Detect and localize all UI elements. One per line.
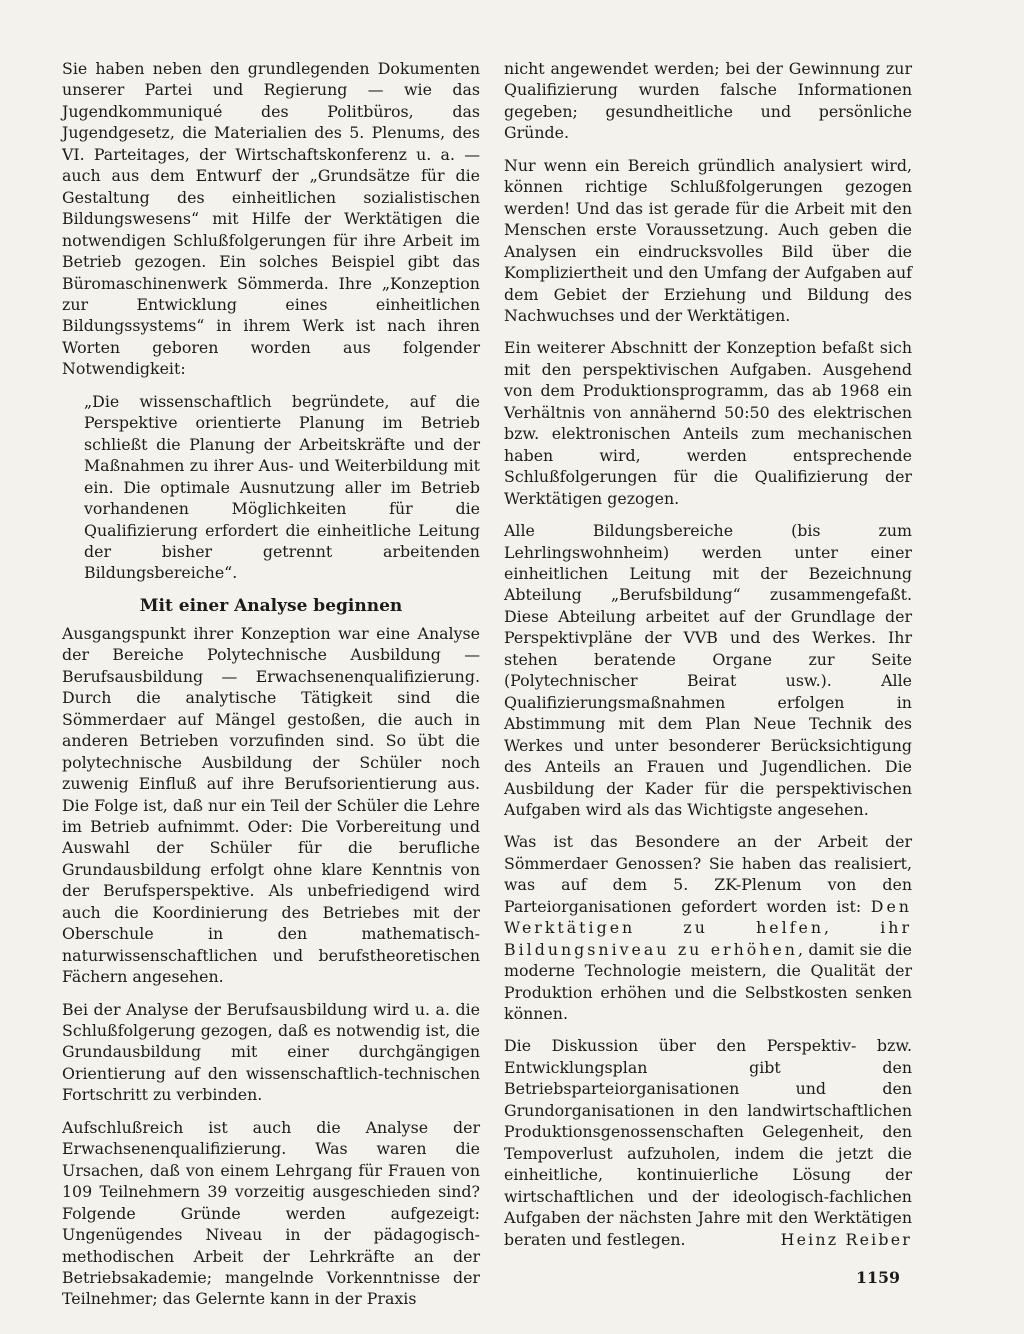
right-column [504, 58, 912, 1250]
paragraph-perspektive: Ein weiterer Abschnitt der Konzeption befaßt sich mit den perspektivischen Aufgaben. Ausgehend von dem Produktionsprogramm, das ab 1968 ein Verhältnis von annähernd 50:50 des elektrischen bzw. elektronischen Anteils zum mechanischen haben wird, werden entsprechende Schlußfolgerungen für die Qualifizierung der Werktätigen gezogen. [504, 338, 912, 508]
block-quote: „Die wissenschaftlich begründete, auf die Perspektive orientierte Planung im Betrieb schließt die Planung der Arbeitskräfte und der Maßnahmen zu ihrer Aus- und Weiterbildung mit ein. Die optimale Ausnutzung aller im Betrieb vorhandenen Möglichkeiten für die Qualifizierung erfordert die einheitliche Leitung der bisher getrennt arbeitenden Bildungsbereiche“. [84, 391, 480, 583]
paragraph-besondere-end: , damit sie die moderne Technologie meistern, die Qualität der Produktion erhöhen und die Selbstkosten senken können. [504, 939, 913, 1024]
paragraph-besondere [504, 831, 912, 1024]
paragraph-berufsausbildung: Bei der Analyse der Berufsausbildung wird u. a. die Schlußfolgerung gezogen, daß es notwendig ist, die Grundausbildung mit einer durchgängigen Orientierung auf den wissenschaftlich-technischen Fortschritt zu verbinden. [62, 999, 480, 1105]
paragraph-erwachsenenqualifizierung: Aufschlußreich ist auch die Analyse der Erwachsenenqualifizierung. Was waren die Ursachen, daß von einem Lehrgang für Frauen von 109 Teilnehmern 39 vorzeitig ausgeschieden sind? Folgende Gründe werden aufgezeigt: Ungenügendes Niveau in der pädagogisch-methodischen Arbeit der Lehrkräfte an der Betriebsakademie; mangelnde Vorkenntnisse der Teilnehmer; das Gelernte kann in der Praxis [62, 1117, 480, 1309]
author-signature: Heinz Reiber [780, 1229, 912, 1249]
paragraph-diskussion-text: Die Diskussion über den Perspektiv- bzw. Entwicklungsplan gibt den Betriebsparteiorganisationen und den Grundorganisationen in den landwirtschaftlichen Produktionsgenossenschaften Gelegenheit, den Tempoverlust aufzuholen, indem die jetzt die einheitliche, kontinuierliche Lösung der wirtschaftlichen und der ideologisch-fachlichen Aufgaben der nächsten Jahre mit den Werktätigen beraten und festlegen. [504, 1036, 912, 1249]
paragraph-analysis: Ausgangspunkt ihrer Konzeption war eine Analyse der Bereiche Polytechnische Ausbildung — Berufsausbildung — Erwachsenenqualifizierung. Durch die analytische Tätigkeit sind die Sömmerdaer auf Mängel gestoßen, die auch in anderen Betrieben vorzufinden sind. So übt die polytechnische Ausbildung der Schüler noch zuwenig Einfluß auf ihre Berufsorientierung aus. Die Folge ist, daß nur ein Teil der Schüler die Lehre im Betrieb aufnimmt. Oder: Die Vorbereitung und Auswahl der Schüler für die berufliche Grundausbildung erfolgt ohne klare Kenntnis von der Berufsperspektive. Als unbefriedigend wird auch die Koordinierung des Betriebes mit der Oberschule in den mathematisch-naturwissenschaftlichen und berufstheoretischen Fächern angesehen. [62, 623, 480, 987]
emphasized-text: Den Werktätigen zu helfen, ihr Bildungsniveau zu erhöhen [504, 896, 912, 959]
left-column [62, 58, 480, 1310]
paragraph-continuation: nicht angewendet werden; bei der Gewinnung zur Qualifizierung wurden falsche Informationen gegeben; gesundheitliche und persönliche Gründe. [504, 59, 912, 143]
paragraph-intro: Sie haben neben den grundlegenden Dokumenten unserer Partei und Regierung — wie das Jugendkommuniqué des Politbüros, das Jugendgesetz, die Materialien des 5. Plenums, des VI. Parteitages, der Wirtschaftskonferenz u. a. — auch aus dem Entwurf der „Grundsätze für die Gestaltung des einheitlichen sozialistischen Bildungswesens“ mit Hilfe der Werktätigen die notwendigen Schlußfolgerungen für ihre Arbeit im Betrieb gezogen. Ein solches Beispiel gibt das Büromaschinenwerk Sömmerda. Ihre „Konzeption zur Entwicklung eines einheitlichen Bildungssystems“ in ihrem Werk ist nach ihren Worten geboren worden aus folgender Notwendigkeit: [62, 59, 480, 379]
paragraph-besondere-start: Was ist das Besondere an der Arbeit der Sömmerdaer Genossen? Sie haben das realisiert, was auf dem 5. ZK-Plenum von den Parteiorganisationen gefordert worden ist: [504, 832, 912, 916]
paragraph-bildungsbereiche: Alle Bildungsbereiche (bis zum Lehrlingswohnheim) werden unter einer einheitlichen Leitung mit der Bezeichnung Abteilung „Berufsbildung“ zusammengefaßt. Diese Abteilung arbeitet auf der Grundlage der Perspektivpläne der VVB und des Werkes. Ihr stehen beratende Organe zur Seite (Polytechnischer Beirat usw.). Alle Qualifizierungsmaßnahmen erfolgen in Abstimmung mit dem Plan Neue Technik des Werkes und unter besonderer Berücksichtigung des Anteils an Frauen und Jugendlichen. Die Ausbildung der Kader für die perspektivischen Aufgaben wird als das Wichtigste angesehen. [504, 521, 912, 819]
paragraph-gruendlich: Nur wenn ein Bereich gründlich analysiert wird, können richtige Schlußfolgerungen gezogen werden! Und das ist gerade für die Arbeit mit den Menschen erste Voraussetzung. Auch geben die Analysen ein eindrucksvolles Bild über die Kompliziertheit und den Umfang der Aufgaben auf dem Gebiet der Erziehung und Bildung des Nachwuchses und der Werktätigen. [504, 155, 912, 325]
page-number: 1159 [856, 1268, 900, 1287]
paragraph-diskussion [504, 1035, 912, 1250]
section-heading: Mit einer Analyse beginnen [139, 595, 403, 616]
